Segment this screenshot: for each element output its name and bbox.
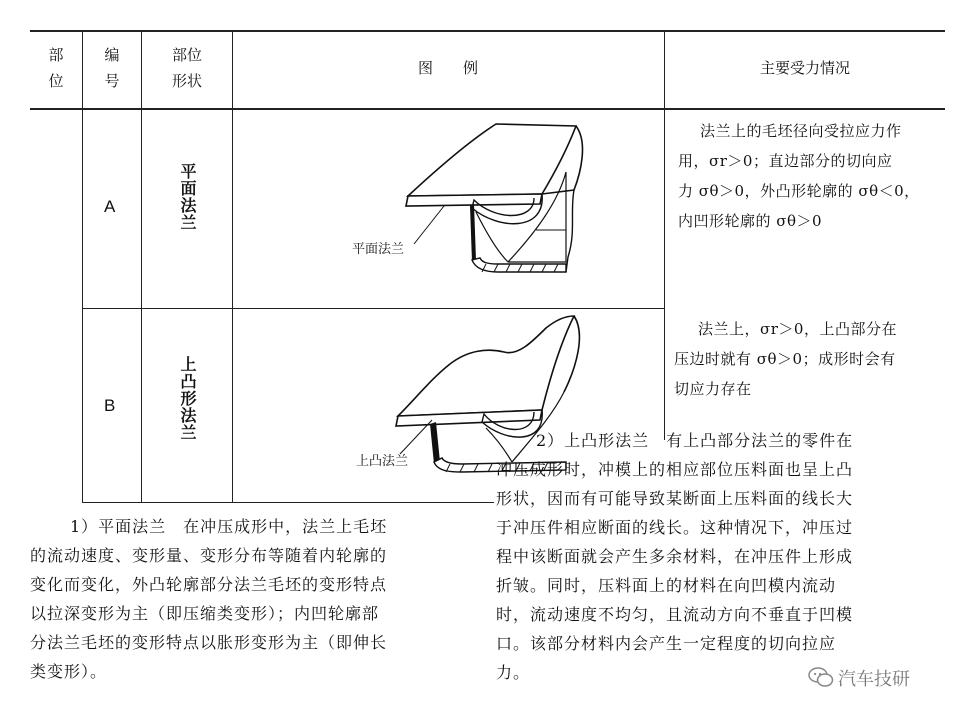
paragraph-line: 以拉深变形为主（即压缩类变形）；内凹轮廓部 (30, 604, 380, 623)
paragraph-line: 冲压成形时，冲模上的相应部位压料面也呈上凸 (496, 460, 854, 479)
header-shape-top: 部位 (171, 46, 202, 64)
header-shape (145, 42, 229, 94)
header-code-top: 编 (104, 46, 120, 64)
row-a-code: A (104, 197, 116, 216)
paragraph-line: 变化而变化，外凸轮廓部分法兰毛坯的变形特点 (30, 575, 388, 594)
col-rule-2 (141, 30, 142, 503)
paragraph-convex-flange (496, 426, 948, 687)
header-figure: 图 例 (417, 59, 478, 77)
paragraph-line: 程中该断面就会产生多余材料，在冲压件上形成 (496, 547, 854, 566)
flat-flange-figure (236, 112, 664, 308)
paragraph-line: 2）上凸形法兰 有上凸部分法兰的零件在 (536, 431, 854, 450)
header-part-top: 部 (48, 46, 64, 64)
row-a-shape: 平面法兰 (178, 163, 197, 231)
row-a-stress-line: 法兰上的毛坯径向受拉应力作 (700, 122, 902, 140)
paragraph-line: 类变形）。 (30, 662, 108, 681)
col-rule-3 (232, 30, 233, 503)
col-rule-1 (82, 30, 83, 503)
row-b-stress-line: 法兰上，σr＞0，上凸部分在 (698, 320, 897, 338)
row-b-stress-line: 压边时就有 σθ＞0；成形时会有 (674, 350, 896, 368)
row-a-stress-line: 力 σθ＞0，外凸形轮廓的 σθ＜0， (678, 182, 920, 200)
watermark-text: 汽车技研 (838, 669, 910, 690)
header-part-bottom: 位 (48, 72, 64, 90)
row-a-stress-line: 用，σr＞0；直边部分的切向应 (678, 152, 893, 170)
header-code (86, 42, 138, 94)
table-top-rule (30, 30, 945, 32)
wechat-icon (808, 666, 834, 688)
paragraph-line: 时，流动速度不均匀，且流动方向不垂直于凹模 (496, 605, 854, 624)
row-a-figure-label: 平面法兰 (352, 242, 405, 257)
paragraph-line: 1）平面法兰 在冲压成形中，法兰上毛坯 (70, 517, 388, 536)
row-a-stress (678, 116, 944, 236)
header-code-bottom: 号 (104, 72, 120, 90)
col-rule-4 (664, 30, 665, 440)
paragraph-flat-flange (30, 512, 490, 686)
paragraph-line: 于冲压件相应断面的线长。这种情况下，冲压过 (496, 518, 854, 537)
row-b-figure-label: 上凸法兰 (356, 454, 409, 469)
row-b-stress-line: 切应力存在 (674, 380, 752, 398)
header-part (34, 42, 78, 94)
paragraph-line: 折皱。同时，压料面上的材料在向凹模内流动 (496, 576, 837, 595)
row-b-shape: 上凸形法兰 (178, 356, 197, 441)
row-b-code: B (104, 396, 116, 415)
paragraph-line: 形状，因而有可能导致某断面上压料面的线长大 (496, 489, 854, 508)
row-divider (82, 308, 664, 309)
row-a-stress-line: 内凹形轮廓的 σθ＞0 (678, 212, 823, 230)
paragraph-line: 力。 (496, 663, 531, 682)
paragraph-line: 的流动速度、变形量、变形分布等随着内轮廓的 (30, 546, 388, 565)
row-b-stress (674, 314, 946, 404)
paragraph-line: 分法兰毛坯的变形特点以胀形变形为主（即伸长 (30, 633, 388, 652)
paragraph-line: 口。该部分材料内会产生一定程度的切向拉应 (496, 634, 837, 653)
header-shape-bottom: 形状 (171, 72, 202, 90)
header-stress: 主要受力情况 (759, 59, 850, 77)
header-bottom-rule (30, 108, 945, 110)
